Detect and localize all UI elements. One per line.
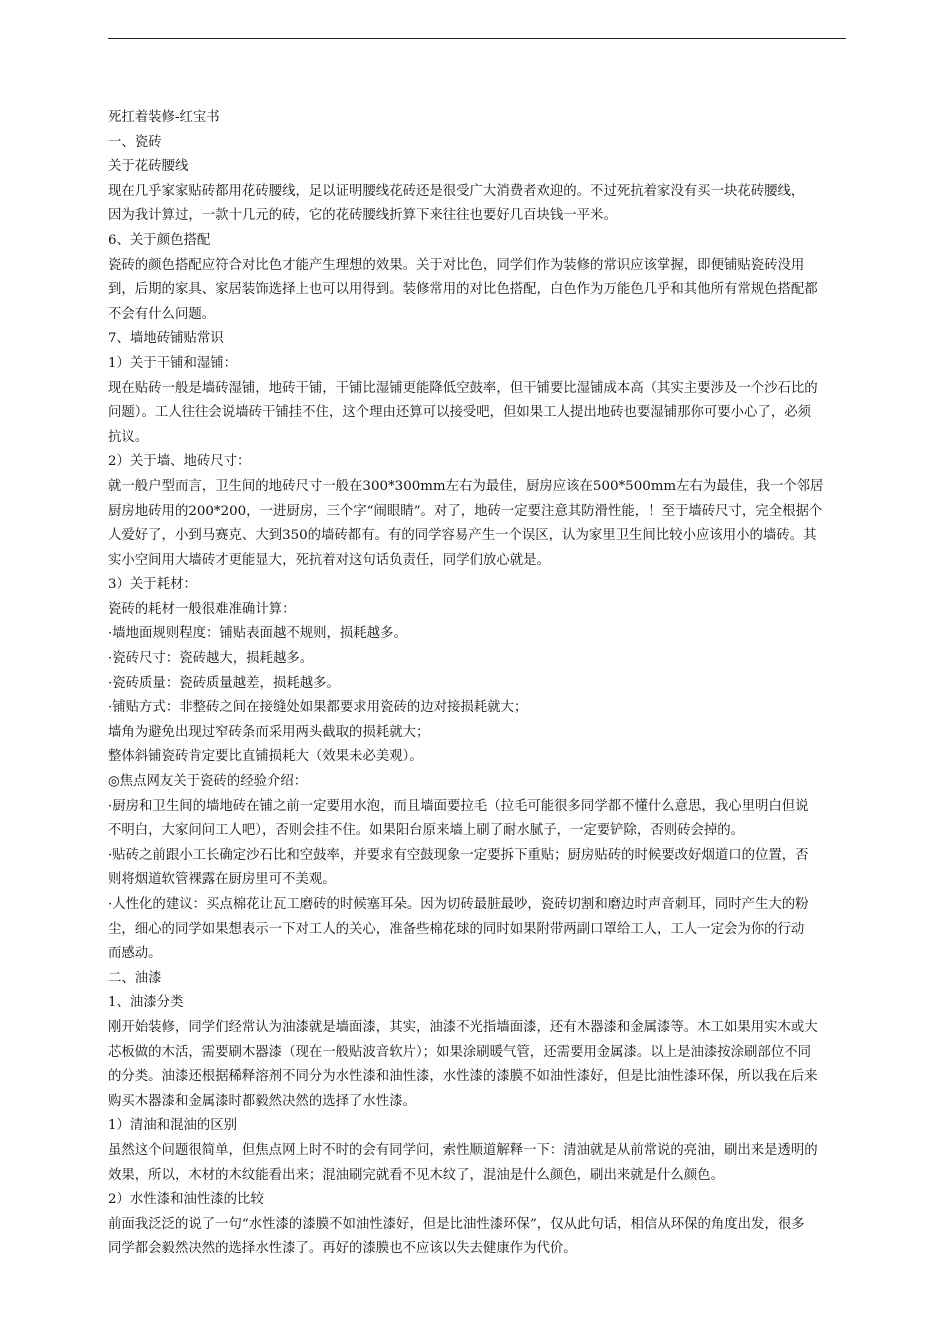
paragraph-line: ·铺贴方式：非整砖之间在接缝处如果都要求用瓷砖的边对接损耗就大；: [108, 700, 528, 716]
paragraph-line: 刚开始装修，同学们经常认为油漆就是墙面漆，其实，油漆不光指墙面漆，还有木器漆和金属漆等。木工如果用实木或大: [108, 1019, 818, 1035]
section-heading: 2）关于墙、地砖尺寸：: [108, 454, 251, 470]
paragraph-line: 前面我泛泛的说了一句“水性漆的漆膜不如油性漆好，但是比油性漆环保”，仅从此句话，相信从环保的角度出发，很多: [108, 1216, 805, 1232]
paragraph-line: 的分类。油漆还根据稀释溶剂不同分为水性漆和油性漆，水性漆的漆膜不如油性漆好，但是比油性漆环保，所以我在后来: [108, 1069, 818, 1085]
paragraph-line: 现在贴砖一般是墙砖湿铺，地砖干铺，干铺比湿铺更能降低空鼓率，但干铺要比湿铺成本高（其实主要涉及一个沙石比的: [108, 380, 818, 396]
paragraph-line: 购买木器漆和金属漆时都毅然决然的选择了水性漆。: [108, 1093, 416, 1109]
paragraph-line: ·墙地面规则程度：铺贴表面越不规则，损耗越多。: [108, 626, 407, 642]
paragraph-line: ·厨房和卫生间的墙地砖在铺之前一定要用水泡，而且墙面要拉毛（拉毛可能很多同学都不懂什么意思，我心里明白但说: [108, 798, 809, 814]
section-heading: 1）清油和混油的区别: [108, 1118, 238, 1134]
paragraph-line: 问题）。工人往往会说墙砖干铺挂不住，这个理由还算可以接受吧，但如果工人提出地砖也要湿铺那你可要小心了，必须: [108, 405, 811, 421]
paragraph-line: 效果，所以，木材的木纹能看出来；混油刷完就看不见木纹了，混油是什么颜色，刷出来就是什么颜色。: [108, 1167, 724, 1183]
section-heading: 2）水性漆和油性漆的比较: [108, 1192, 264, 1208]
section-heading: 死扛着装修-红宝书: [108, 110, 220, 125]
paragraph-line: ·瓷砖尺寸：瓷砖越大，损耗越多。: [108, 651, 314, 667]
section-heading: 7、墙地砖铺贴常识: [108, 331, 224, 347]
paragraph-line: 因为我计算过，一款十几元的砖，它的花砖腰线折算下来往往也要好几百块钱一平米。: [108, 208, 617, 224]
paragraph-line: 尘，细心的同学如果想表示一下对工人的关心，准备些棉花球的同时如果附带两副口罩给工人，工人一定会为你的行动: [108, 921, 805, 937]
paragraph-line: ·人性化的建议：买点棉花让瓦工磨砖的时候塞耳朵。因为切砖最脏最吵，瓷砖切割和磨边时声音刺耳，同时产生大的粉: [108, 897, 809, 912]
document-body: [108, 106, 848, 1262]
section-heading: 一、瓷砖: [108, 134, 162, 150]
paragraph-line: 厨房地砖用的200*200，一进厨房，三个字“闹眼睛”。对了，地砖一定要注意其防滑性能，！至于墙砖尺寸，完全根据个: [108, 503, 823, 519]
header-rule: [108, 38, 846, 39]
paragraph-line: ·贴砖之前跟小工长确定沙石比和空鼓率，并要求有空鼓现象一定要拆下重贴；厨房贴砖的时候要改好烟道口的位置，否: [108, 847, 809, 863]
paragraph-line: 到，后期的家具、家居装饰选择上也可以用得到。装修常用的对比色搭配，白色作为万能色几乎和其他所有常规色搭配都: [108, 282, 818, 298]
paragraph-line: 实小空间用大墙砖才更能显大，死抗着对这句话负责任，同学们放心就是。: [108, 552, 550, 568]
section-heading: 瓷砖的耗材一般很难准确计算：: [108, 601, 296, 617]
paragraph-line: 芯板做的木活，需要刷木器漆（现在一般贴波音软片）；如果涂刷暖气管，还需要用金属漆。以上是油漆按涂刷部位不同: [108, 1044, 811, 1060]
section-heading: 6、关于颜色搭配: [108, 232, 211, 248]
paragraph-line: 墙角为避免出现过窄砖条而采用两头截取的损耗就大；: [108, 724, 430, 740]
paragraph-line: 抗议。: [108, 429, 149, 445]
paragraph-line: 就一般户型而言，卫生间的地砖尺寸一般在300*300mm左右为最佳，厨房应该在500*500mm左右为最佳，我一个邻居: [108, 478, 824, 494]
paragraph-line: 则将烟道软管裸露在厨房里可不美观。: [108, 872, 336, 888]
section-heading: ◎焦点网友关于瓷砖的经验介绍：: [108, 774, 308, 790]
paragraph-line: 同学都会毅然决然的选择水性漆了。再好的漆膜也不应该以失去健康作为代价。: [108, 1241, 577, 1257]
section-heading: 关于花砖腰线: [108, 159, 189, 175]
paragraph-line: 瓷砖的颜色搭配应符合对比色才能产生理想的效果。关于对比色，同学们作为装修的常识应该掌握，即便铺贴瓷砖没用: [108, 257, 805, 273]
paragraph-line: 现在几乎家家贴砖都用花砖腰线，足以证明腰线花砖还是很受广大消费者欢迎的。不过死抗着家没有买一块花砖腰线，: [108, 183, 805, 199]
paragraph-line: 人爱好了，小到马赛克、大到350的墙砖都有。有的同学容易产生一个误区，认为家里卫生间比较小应该用小的墙砖。其: [108, 528, 817, 544]
section-heading: 1、油漆分类: [108, 995, 184, 1011]
section-heading: 二、油漆: [108, 970, 162, 986]
section-heading: 3）关于耗材：: [108, 577, 197, 593]
paragraph-line: 不会有什么问题。: [108, 306, 216, 322]
paragraph-line: 不明白，大家问问工人吧），否则会挂不住。如果阳台原来墙上刷了耐水腻子，一定要铲除，否则砖会掉的。: [108, 823, 745, 839]
section-heading: 1）关于干铺和湿铺：: [108, 355, 238, 371]
paragraph-line: 整体斜铺瓷砖肯定要比直铺损耗大（效果未必美观）。: [108, 749, 423, 765]
paragraph-line: 而感动。: [108, 946, 162, 962]
paragraph-line: 虽然这个问题很简单，但焦点网上时不时的会有同学问，索性顺道解释一下：清油就是从前常说的亮油，刷出来是透明的: [108, 1142, 818, 1158]
paragraph-line: ·瓷砖质量：瓷砖质量越差，损耗越多。: [108, 675, 340, 691]
